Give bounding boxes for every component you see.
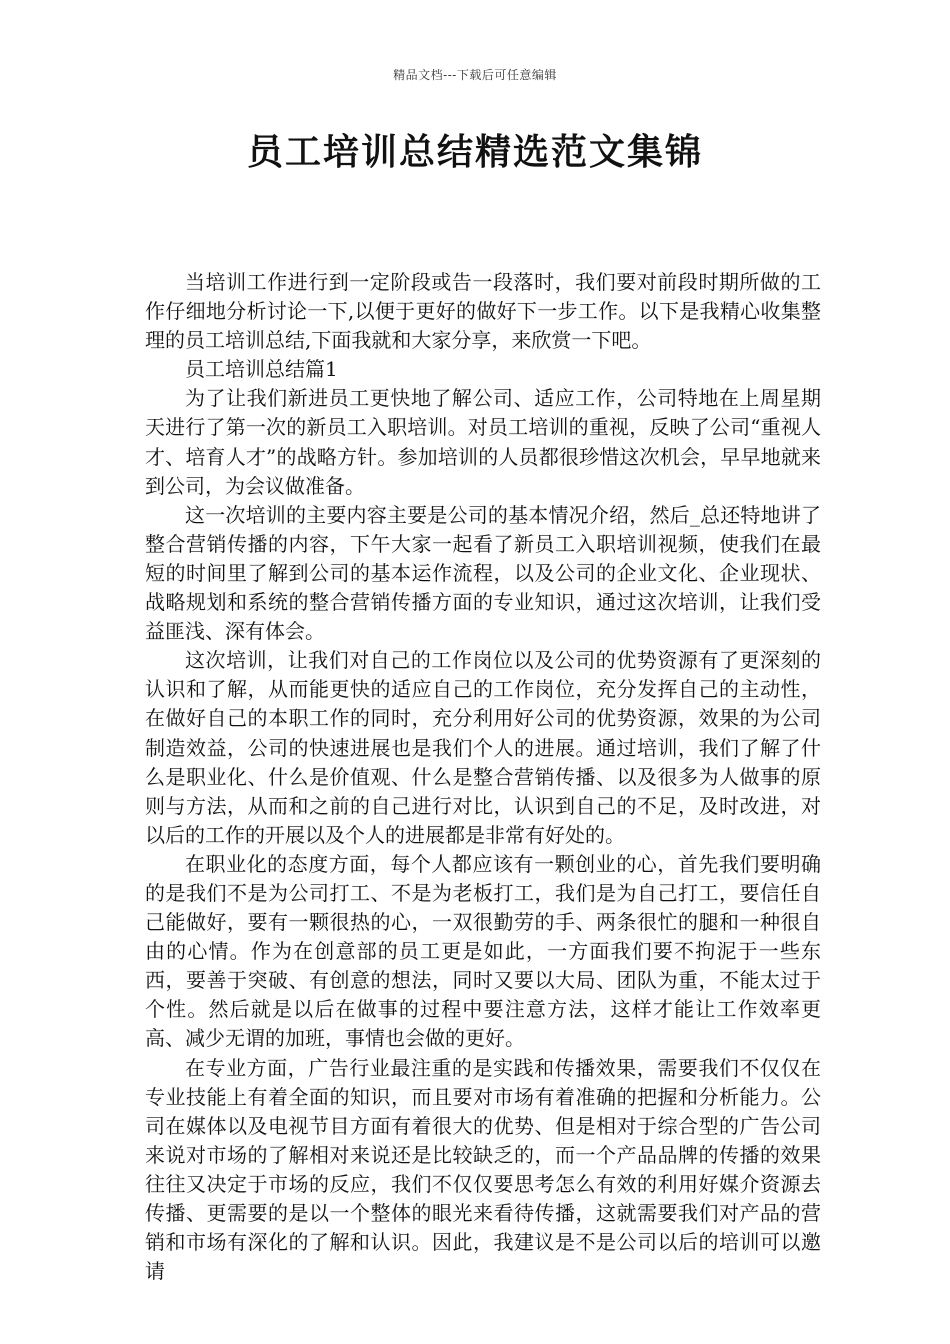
section-heading: 员工培训总结篇1 — [185, 357, 338, 382]
document-body — [145, 268, 821, 1286]
header-note: 精品文档---下载后可任意编辑 — [393, 68, 557, 82]
paragraph: 这一次培训的主要内容主要是公司的基本情况介绍，然后_总还特地讲了整合营销传播的内容，下午大家一起看了新员工入职培训视频，使我们在最短的时间里了解到公司的基本运作流程，以及公司的企业文化、企业现状、战略规划和系统的整合营销传播方面的专业知识，通过这次培训，让我们受益匪浅、深有体会。 — [145, 502, 821, 644]
paragraph: 在职业化的态度方面，每个人都应该有一颗创业的心，首先我们要明确的是我们不是为公司打工、不是为老板打工，我们是为自己打工，要信任自己能做好，要有一颗很热的心，一双很勤劳的手、两条很忙的腿和一种很自由的心情。作为在创意部的员工更是如此，一方面我们要不拘泥于一些东西，要善于突破、有创意的想法，同时又要以大局、团队为重，不能太过于个性。然后就是以后在做事的过程中要注意方法，这样才能让工作效率更高、减少无谓的加班，事情也会做的更好。 — [145, 851, 821, 1051]
paragraph: 为了让我们新进员工更快地了解公司、适应工作，公司特地在上周星期天进行了第一次的新员工入职培训。对员工培训的重视，反映了公司“重视人才、培育人才”的战略方针。参加培训的人员都很珍惜这次机会，早早地就来到公司，为会议做准备。 — [145, 386, 821, 498]
paragraph: 在专业方面，广告行业最注重的是实践和传播效果，需要我们不仅仅在专业技能上有着全面的知识，而且要对市场有着准确的把握和分析能力。公司在媒体以及电视节目方面有着很大的优势、但是相对于综合型的广告公司来说对市场的了解相对来说还是比较缺乏的，而一个产品品牌的传播的效果往往又决定于市场的反应，我们不仅仅要思考怎么有效的利用好媒介资源去传播、更需要的是以一个整体的眼光来看待传播，这就需要我们对产品的营销和市场有深化的了解和认识。因此，我建议是不是公司以后的培训可以邀请 — [145, 1055, 821, 1284]
document-title: 员工培训总结精选范文集锦 — [246, 132, 703, 173]
paragraph: 这次培训，让我们对自己的工作岗位以及公司的优势资源有了更深刻的认识和了解，从而能更快的适应自己的工作岗位，充分发挥自己的主动性，在做好自己的本职工作的同时，充分利用好公司的优势资源，效果的为公司制造效益，公司的快速进展也是我们个人的进展。通过培训，我们了解了什么是职业化、什么是价值观、什么是整合营销传播、以及很多为人做事的原则与方法，从而和之前的自己进行对比，认识到自己的不足，及时改进，对以后的工作的开展以及个人的进展都是非常有好处的。 — [145, 648, 821, 847]
paragraph-intro: 当培训工作进行到一定阶段或告一段落时，我们要对前段时期所做的工作仔细地分析讨论一下,以便于更好的做好下一步工作。以下是我精心收集整理的员工培训总结,下面我就和大家分享，来欣赏一下吧。 — [145, 270, 821, 353]
